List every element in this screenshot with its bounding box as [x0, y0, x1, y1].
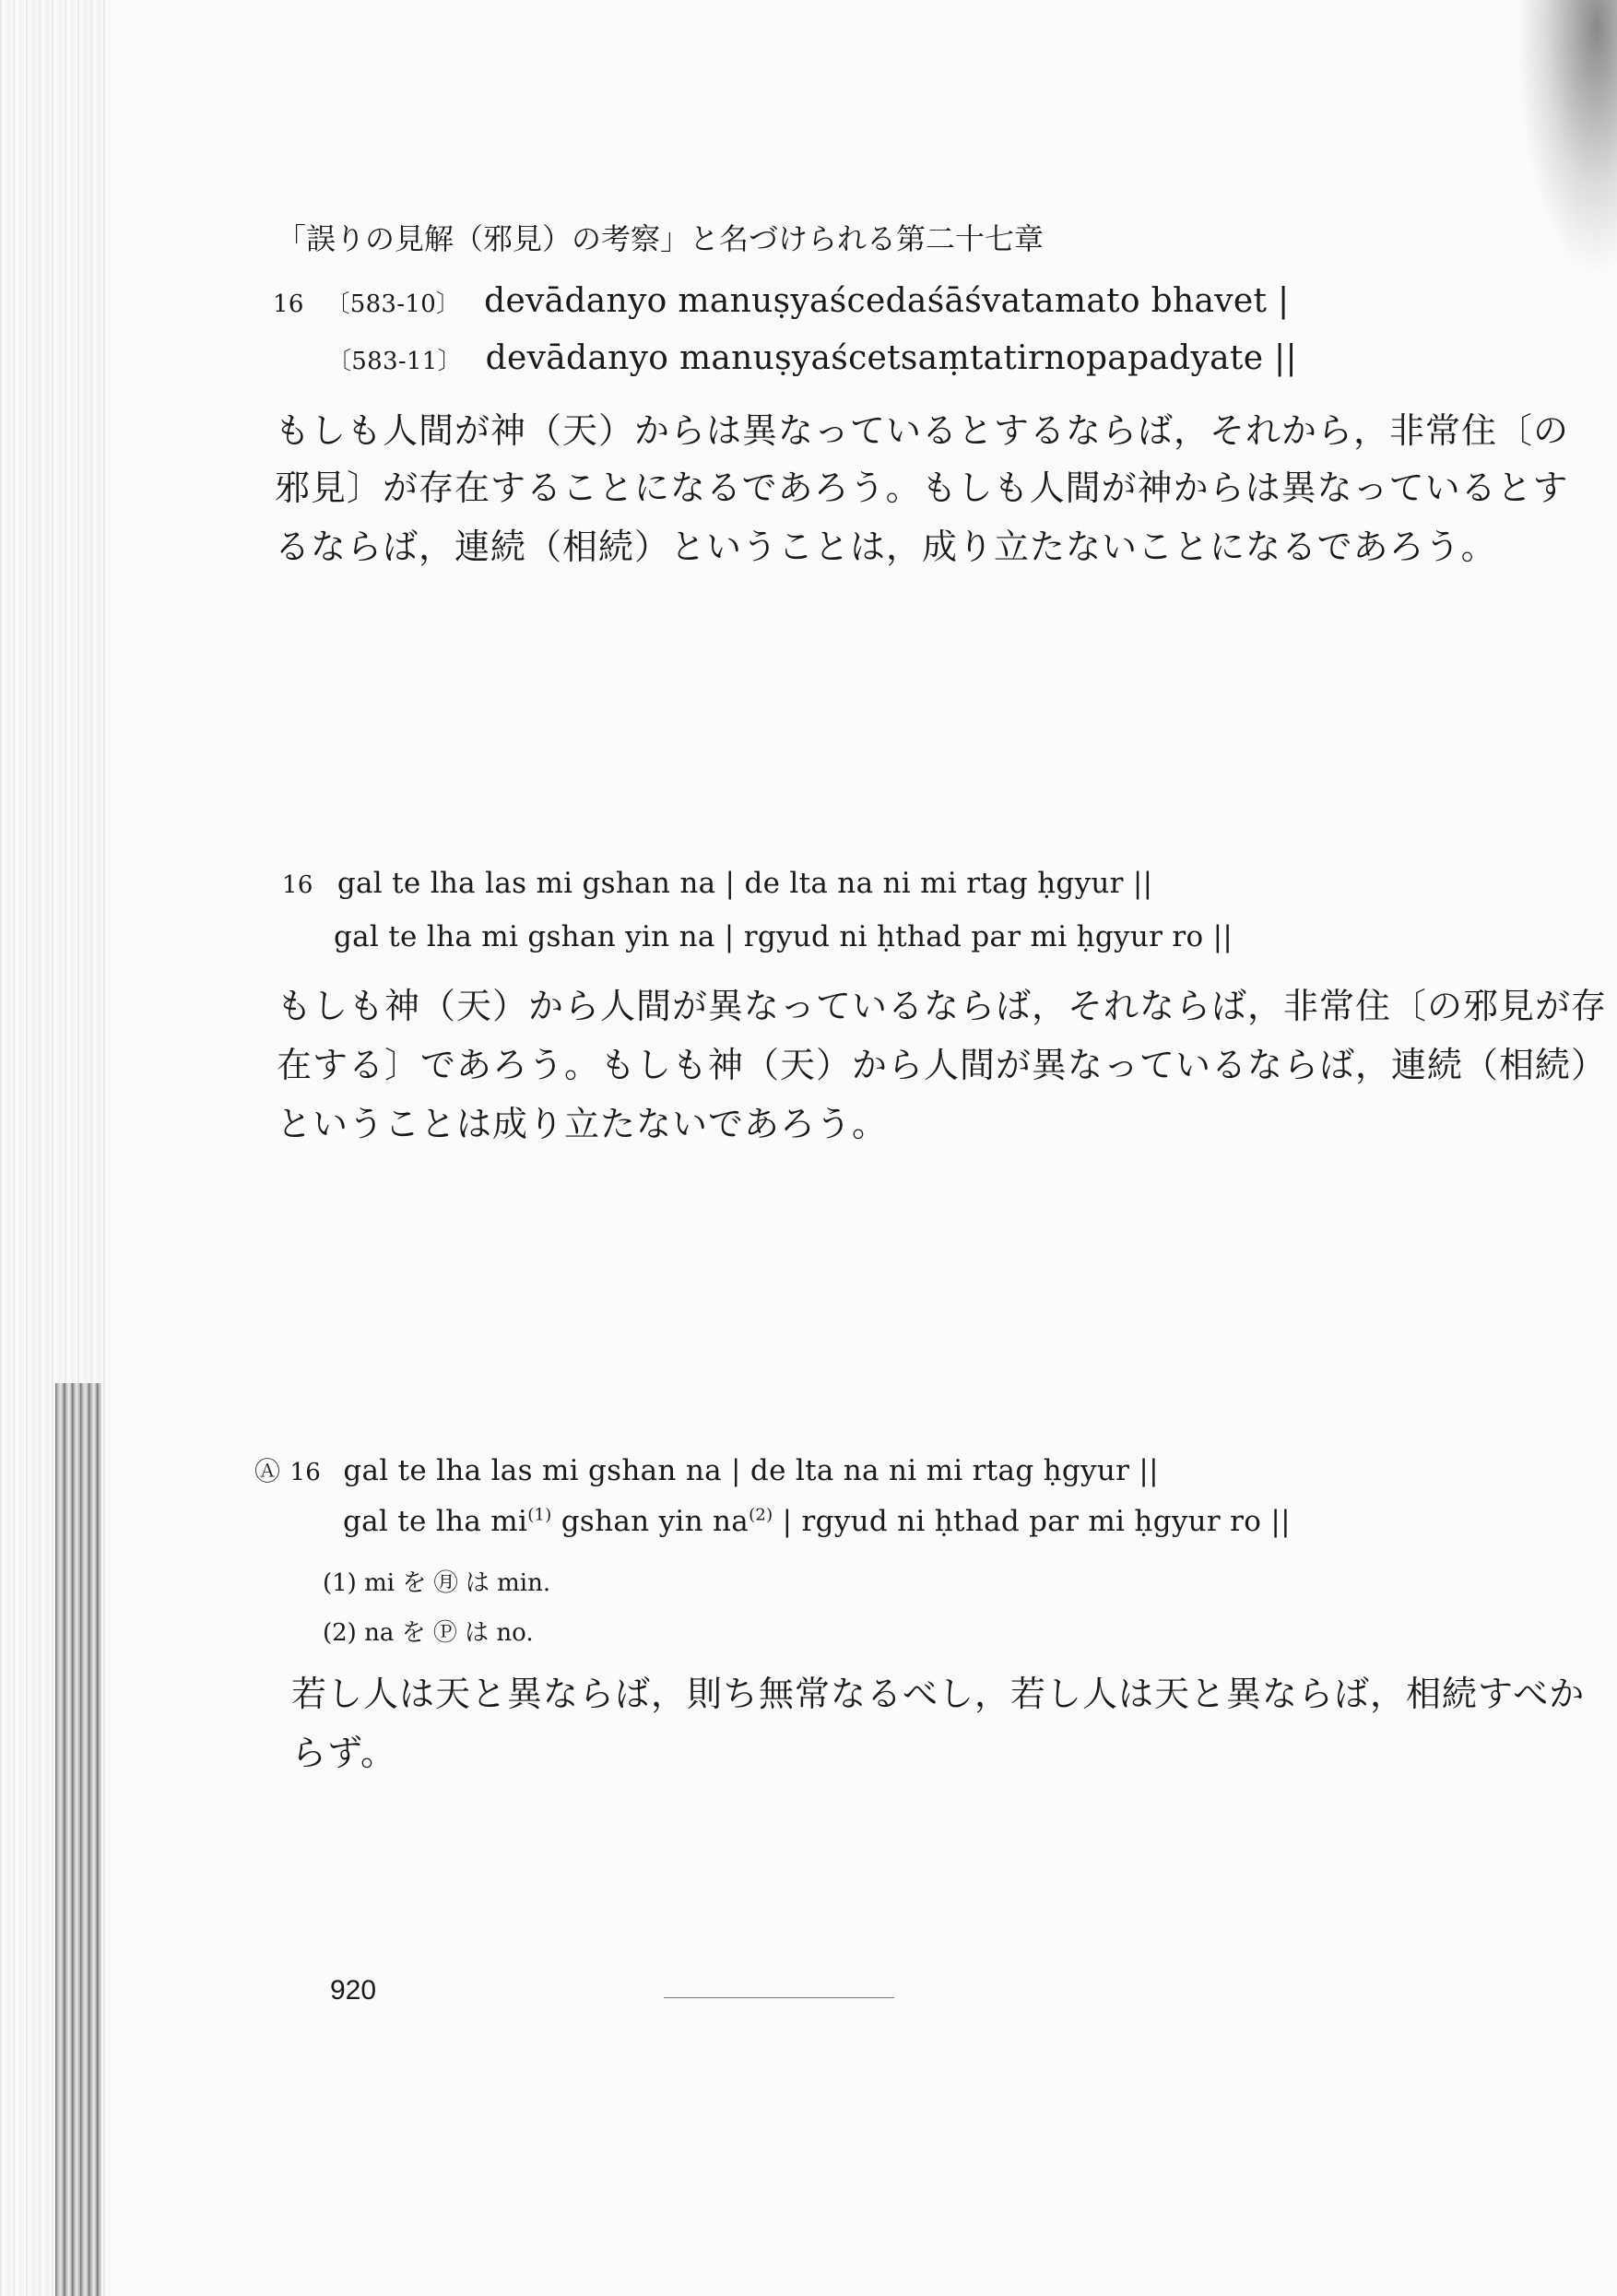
footnote-mark-2: (2) — [749, 1505, 773, 1525]
verse-number: 16 — [273, 290, 304, 318]
verse-number: 16 — [289, 1459, 322, 1486]
footnote-1: (1) mi を ㊊ は min. — [323, 1569, 551, 1597]
corner-smudge — [1516, 0, 1617, 277]
variant-line-2 — [343, 1505, 1291, 1538]
variant-text-part: | rgyud ni ḥthad par mi ḥgyur ro || — [773, 1505, 1291, 1538]
verse-ref: 〔583-11〕 — [327, 348, 462, 375]
verse-number: 16 — [282, 871, 313, 899]
translation-2-line-2: 在する〕であろう。もしも神（天）から人間が異なっているならば，連続（相続） — [277, 1045, 1608, 1085]
variant-text-part: gal te lha mi — [343, 1505, 528, 1538]
variant-line-1 — [254, 1451, 1159, 1488]
translation-2-line-1: もしも神（天）から人間が異なっているならば，それならば，非常住〔の邪見が存 — [277, 986, 1608, 1026]
translation-3-line-1: 若し人は天と異ならば，則ち無常なるべし，若し人は天と異ならば，相続すべか — [291, 1674, 1586, 1714]
footnote-2: (2) na を Ⓟ は no. — [323, 1619, 534, 1647]
variant-text: gal te lha las mi gshan na | de lta na ni mi rtag ḥgyur || — [343, 1454, 1159, 1487]
page-number: 920 — [330, 1975, 377, 2006]
sanskrit-line-1 — [273, 282, 1289, 320]
translation-1-line-1: もしも人間が神（天）からは異なっているとするならば，それから，非常住〔の — [275, 410, 1570, 451]
chapter-title: 「誤りの見解（邪見）の考察」と名づけられる第二十七章 — [277, 221, 1045, 256]
tibetan-line-2: gal te lha mi gshan yin na | rgyud ni ḥthad par mi ḥgyur ro || — [334, 920, 1233, 953]
footnote-mark-1: (1) — [527, 1505, 552, 1525]
translation-2-line-3: ということは成り立たないであろう。 — [277, 1104, 889, 1144]
scan-edge-shadow — [55, 1383, 101, 2296]
variant-marker: Ⓐ — [254, 1456, 281, 1486]
translation-3-line-2: らず。 — [291, 1733, 396, 1773]
translation-1-line-2: 邪見〕が存在することになるであろう。もしも人間が神からは異なっているとす — [275, 467, 1569, 508]
sanskrit-text: devādanyo manuṣyaścedaśāśvatamato bhavet | — [484, 282, 1290, 320]
scan-smudge-line — [664, 1997, 894, 1998]
tibetan-line-1 — [282, 867, 1152, 900]
sanskrit-text: devādanyo manuṣyaścetsaṃtatirnopapadyate || — [485, 339, 1297, 377]
tibetan-text: gal te lha las mi gshan na | de lta na ni mi rtag ḥgyur || — [336, 867, 1153, 900]
verse-ref: 〔583-10〕 — [325, 290, 461, 318]
sanskrit-line-2 — [327, 339, 1297, 377]
variant-text-part: gshan yin na — [551, 1505, 749, 1538]
translation-1-line-3: るならば，連続（相続）ということは，成り立たないことになるであろう。 — [275, 527, 1497, 567]
